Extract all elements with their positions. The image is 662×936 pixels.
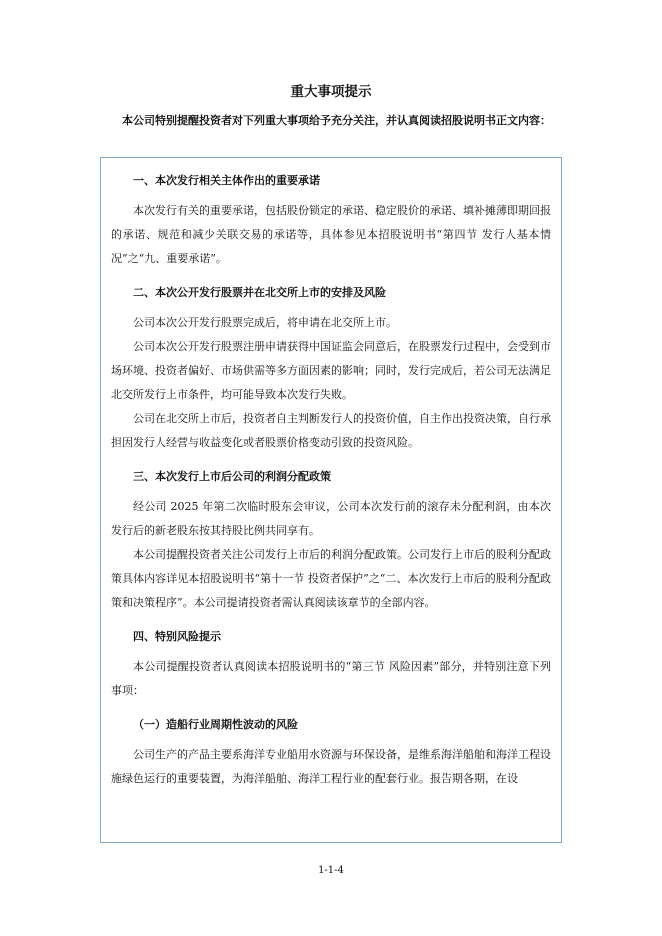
page-title: 重大事项提示 [290, 84, 372, 100]
section-4-paragraph: 本公司提醒投资者认真阅读本招股说明书的“第三节 风险因素”部分，并特别注意下列事项： [111, 660, 551, 697]
section-2-paragraph: 公司本次公开发行股票注册申请获得中国证监会同意后，在股票发行过程中，会受到市场环境、投资者偏好、市场供需等多方面因素的影响；同时，发行完成后，若公司无法满足北交所发行上市条件，均可能导致本次发行失败。 [111, 340, 551, 401]
section-1-paragraph: 本次发行有关的重要承诺，包括股份锁定的承诺、稳定股价的承诺、填补摊薄即期回报的承诺、规范和减少关联交易的承诺等，具体参见本招股说明书“第四节 发行人基本情况”之“九、重要承诺”。 [111, 204, 551, 265]
highlight-box [100, 157, 562, 843]
section-2-paragraph: 公司在北交所上市后，投资者自主判断发行人的投资价值，自主作出投资决策，自行承担因发行人经营与收益变化或者股票价格变动引致的投资风险。 [111, 412, 551, 449]
subsection-1-heading: （一）造船行业周期性波动的风险 [133, 718, 298, 731]
section-4-heading: 四、特别风险提示 [133, 630, 221, 643]
section-3-heading: 三、本次发行上市后公司的利润分配政策 [133, 470, 331, 483]
section-2-heading: 二、本次公开发行股票并在北交所上市的安排及风险 [133, 286, 386, 299]
section-2-paragraph: 公司本次公开发行股票完成后，将申请在北交所上市。 [133, 316, 397, 329]
section-3-paragraph: 经公司 2025 年第二次临时股东会审议，公司本次发行前的滚存未分配利润，由本次发行后的新老股东按其持股比例共同享有。 [111, 500, 551, 537]
intro-text: 本公司特别提醒投资者对下列重大事项给予充分关注，并认真阅读招股说明书正文内容： [122, 114, 551, 127]
page-number: 1-1-4 [318, 865, 344, 876]
section-1-heading: 一、本次发行相关主体作出的重要承诺 [133, 174, 320, 187]
subsection-1-paragraph: 公司生产的产品主要系海洋专业船用水资源与环保设备，是维系海洋船舶和海洋工程设施绿色运行的重要装置，为海洋船舶、海洋工程行业的配套行业。报告期各期，在设 [111, 748, 551, 785]
section-3-paragraph: 本公司提醒投资者关注公司发行上市后的利润分配政策。公司发行上市后的股利分配政策具体内容详见本招股说明书“第十一节 投资者保护”之“二、本次发行上市后的股利分配政策和决策程序”。本公司提请投资者需认真阅读该章节的全部内容。 [111, 548, 551, 609]
